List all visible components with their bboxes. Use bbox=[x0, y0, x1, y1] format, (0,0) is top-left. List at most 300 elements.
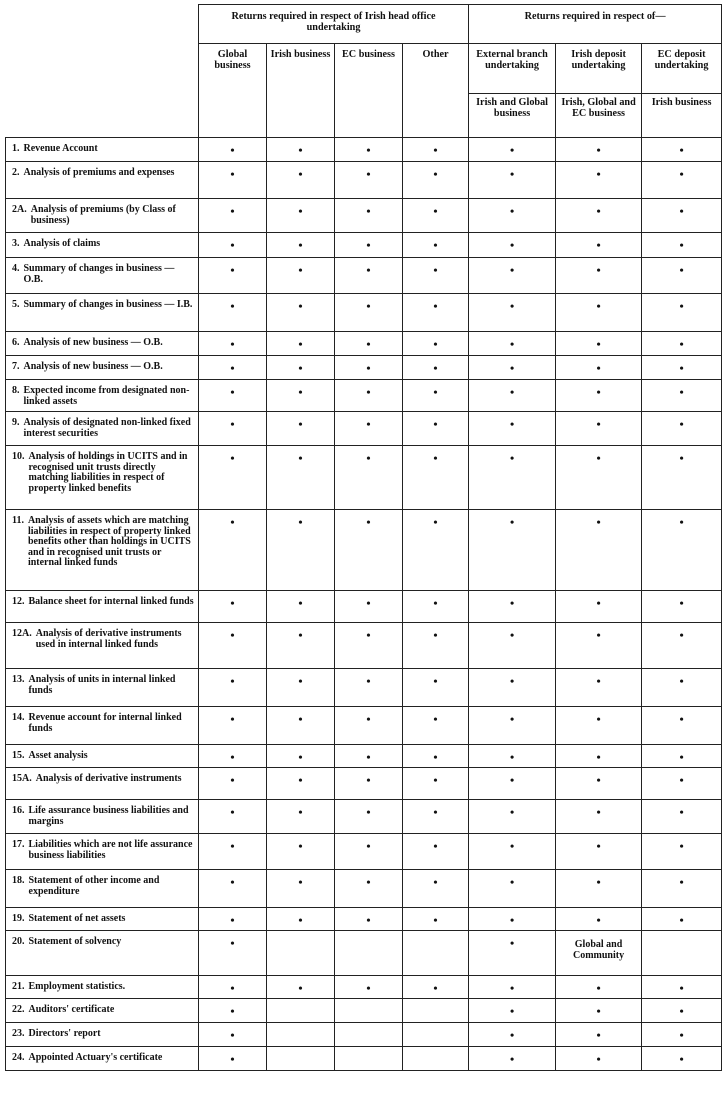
table-cell bbox=[335, 138, 403, 162]
required-mark: • bbox=[298, 167, 303, 181]
header-col-global: Global business bbox=[199, 44, 267, 138]
required-mark: • bbox=[366, 750, 371, 764]
table-cell bbox=[642, 768, 722, 800]
table-cell bbox=[556, 745, 642, 768]
required-mark: • bbox=[433, 674, 438, 688]
required-mark: • bbox=[230, 805, 235, 819]
required-mark: • bbox=[596, 167, 601, 181]
row-label bbox=[6, 908, 199, 931]
table-cell bbox=[335, 834, 403, 870]
table-cell bbox=[469, 768, 556, 800]
row-number: 2A. bbox=[12, 204, 27, 215]
table-cell bbox=[469, 870, 556, 908]
table-cell bbox=[199, 745, 267, 768]
required-mark: • bbox=[596, 299, 601, 313]
row-number: 2. bbox=[12, 167, 20, 178]
table-cell bbox=[469, 707, 556, 745]
required-mark: • bbox=[596, 674, 601, 688]
header-col-external-branch: External branch undertaking bbox=[469, 44, 556, 94]
table-cell bbox=[267, 1047, 335, 1071]
row-title: Liabilities which are not life assurance business liabilities bbox=[28, 839, 193, 861]
required-mark: • bbox=[509, 451, 515, 465]
required-mark: • bbox=[230, 1052, 235, 1066]
table-cell bbox=[403, 908, 469, 931]
row-number: 13. bbox=[12, 674, 25, 685]
table-cell bbox=[642, 412, 722, 446]
required-mark: • bbox=[433, 712, 438, 726]
header-sub-irish-deposit: Irish, Global and EC business bbox=[556, 94, 642, 138]
required-mark: • bbox=[298, 515, 303, 529]
required-mark: • bbox=[433, 337, 438, 351]
table-cell bbox=[556, 768, 642, 800]
required-mark: • bbox=[679, 417, 684, 431]
required-mark: • bbox=[679, 204, 684, 218]
table-cell bbox=[267, 745, 335, 768]
table-row bbox=[6, 768, 722, 800]
row-title: Statement of solvency bbox=[28, 936, 122, 947]
required-mark: • bbox=[679, 773, 684, 787]
row-label bbox=[6, 294, 199, 332]
table-cell bbox=[556, 1047, 642, 1071]
returns-table bbox=[5, 4, 722, 1071]
table-cell bbox=[642, 356, 722, 380]
required-mark: • bbox=[298, 875, 303, 889]
row-title: Revenue account for internal linked funds bbox=[28, 712, 182, 734]
table-row bbox=[6, 294, 722, 332]
table-row bbox=[6, 834, 722, 870]
required-mark: • bbox=[230, 750, 235, 764]
cell-note: Global and Community bbox=[572, 939, 625, 961]
row-label bbox=[6, 800, 199, 834]
required-mark: • bbox=[433, 805, 438, 819]
row-label bbox=[6, 768, 199, 800]
required-mark: • bbox=[596, 1052, 601, 1066]
row-title: Appointed Actuary's certificate bbox=[28, 1052, 163, 1063]
required-mark: • bbox=[298, 417, 303, 431]
required-mark: • bbox=[366, 628, 371, 642]
required-mark: • bbox=[366, 385, 371, 399]
required-mark: • bbox=[679, 596, 684, 610]
required-mark: • bbox=[596, 143, 601, 157]
table-row bbox=[6, 1023, 722, 1047]
table-cell bbox=[199, 138, 267, 162]
table-cell bbox=[335, 976, 403, 999]
required-mark: • bbox=[509, 238, 515, 252]
table-cell bbox=[469, 669, 556, 707]
row-number: 12. bbox=[12, 596, 25, 607]
required-mark: • bbox=[509, 263, 515, 277]
table-cell bbox=[556, 707, 642, 745]
row-label bbox=[6, 870, 199, 908]
table-cell bbox=[556, 623, 642, 669]
table-row bbox=[6, 446, 722, 510]
row-number: 23. bbox=[12, 1028, 25, 1039]
row-title: Analysis of designated non-linked fixed interest securities bbox=[23, 417, 191, 439]
required-mark: • bbox=[298, 238, 303, 252]
table-cell bbox=[335, 258, 403, 294]
row-label bbox=[6, 745, 199, 768]
required-mark: • bbox=[679, 515, 684, 529]
required-mark: • bbox=[679, 167, 684, 181]
required-mark: • bbox=[433, 417, 438, 431]
table-cell bbox=[469, 623, 556, 669]
required-mark: • bbox=[366, 773, 371, 787]
required-mark: • bbox=[509, 674, 515, 688]
table-cell bbox=[267, 332, 335, 356]
required-mark: • bbox=[366, 361, 371, 375]
table-cell bbox=[199, 258, 267, 294]
header-col-ec: EC business bbox=[335, 44, 403, 138]
required-mark: • bbox=[366, 167, 371, 181]
required-mark: • bbox=[298, 596, 303, 610]
row-number: 16. bbox=[12, 805, 25, 816]
required-mark: • bbox=[679, 913, 684, 927]
required-mark: • bbox=[230, 936, 235, 950]
required-mark: • bbox=[230, 337, 235, 351]
row-title: Analysis of assets which are matching liabilities in respect of property linked benefits other than holdings in UCITS and in recognised unit trusts or internal linked funds bbox=[27, 515, 191, 568]
required-mark: • bbox=[679, 451, 684, 465]
table-cell bbox=[469, 976, 556, 999]
required-mark: • bbox=[509, 1052, 515, 1066]
row-number: 15. bbox=[12, 750, 25, 761]
required-mark: • bbox=[366, 204, 371, 218]
required-mark: • bbox=[433, 515, 438, 529]
row-number: 9. bbox=[12, 417, 20, 428]
row-number: 22. bbox=[12, 1004, 25, 1015]
table-cell bbox=[556, 976, 642, 999]
table-cell bbox=[267, 412, 335, 446]
table-row bbox=[6, 233, 722, 258]
required-mark: • bbox=[509, 875, 515, 889]
table-row bbox=[6, 707, 722, 745]
table-cell bbox=[469, 908, 556, 931]
row-title: Analysis of claims bbox=[23, 238, 101, 249]
row-title: Revenue Account bbox=[23, 143, 98, 154]
row-label bbox=[6, 356, 199, 380]
row-number: 19. bbox=[12, 913, 25, 924]
table-cell bbox=[556, 908, 642, 931]
required-mark: • bbox=[679, 1004, 684, 1018]
table-cell bbox=[403, 707, 469, 745]
required-mark: • bbox=[298, 204, 303, 218]
row-label bbox=[6, 707, 199, 745]
table-cell bbox=[642, 669, 722, 707]
table-cell bbox=[403, 591, 469, 623]
required-mark: • bbox=[366, 515, 371, 529]
header-blank-corner bbox=[6, 5, 199, 138]
required-mark: • bbox=[596, 238, 601, 252]
row-title: Summary of changes in business — I.B. bbox=[23, 299, 193, 310]
required-mark: • bbox=[433, 451, 438, 465]
row-title: Analysis of units in internal linked funds bbox=[28, 674, 176, 696]
table-cell bbox=[469, 294, 556, 332]
table-cell bbox=[199, 1047, 267, 1071]
table-cell bbox=[403, 931, 469, 976]
row-label bbox=[6, 669, 199, 707]
row-title: Summary of changes in business — O.B. bbox=[23, 263, 175, 285]
required-mark: • bbox=[596, 417, 601, 431]
row-number: 17. bbox=[12, 839, 25, 850]
required-mark: • bbox=[679, 805, 684, 819]
required-mark: • bbox=[509, 167, 515, 181]
table-cell bbox=[335, 908, 403, 931]
required-mark: • bbox=[366, 839, 371, 853]
required-mark: • bbox=[679, 981, 684, 995]
table-cell bbox=[556, 199, 642, 233]
row-label bbox=[6, 834, 199, 870]
table-row bbox=[6, 162, 722, 199]
table-cell bbox=[335, 800, 403, 834]
table-cell bbox=[469, 258, 556, 294]
table-cell bbox=[267, 623, 335, 669]
row-number: 8. bbox=[12, 385, 20, 396]
required-mark: • bbox=[509, 596, 515, 610]
required-mark: • bbox=[679, 875, 684, 889]
table-cell bbox=[469, 332, 556, 356]
required-mark: • bbox=[433, 238, 438, 252]
required-mark: • bbox=[230, 204, 235, 218]
table-cell bbox=[556, 233, 642, 258]
required-mark: • bbox=[230, 1004, 235, 1018]
row-number: 7. bbox=[12, 361, 20, 372]
table-cell bbox=[199, 1023, 267, 1047]
table-header bbox=[6, 5, 722, 138]
table-cell bbox=[556, 412, 642, 446]
header-col-ec-deposit: EC deposit undertaking bbox=[642, 44, 722, 94]
row-number: 12A. bbox=[12, 628, 32, 639]
table-cell bbox=[199, 908, 267, 931]
required-mark: • bbox=[366, 299, 371, 313]
table-cell bbox=[403, 999, 469, 1023]
table-cell bbox=[556, 356, 642, 380]
row-label bbox=[6, 1023, 199, 1047]
table-cell bbox=[642, 446, 722, 510]
required-mark: • bbox=[433, 143, 438, 157]
row-title: Statement of net assets bbox=[28, 913, 126, 924]
table-cell bbox=[469, 800, 556, 834]
required-mark: • bbox=[298, 981, 303, 995]
required-mark: • bbox=[509, 839, 515, 853]
row-label bbox=[6, 510, 199, 591]
table-cell bbox=[403, 199, 469, 233]
table-cell bbox=[267, 258, 335, 294]
table-cell bbox=[335, 162, 403, 199]
row-number: 14. bbox=[12, 712, 25, 723]
required-mark: • bbox=[433, 299, 438, 313]
row-label bbox=[6, 999, 199, 1023]
table-cell bbox=[267, 446, 335, 510]
table-cell bbox=[556, 800, 642, 834]
required-mark: • bbox=[433, 204, 438, 218]
row-label bbox=[6, 199, 199, 233]
required-mark: • bbox=[679, 337, 684, 351]
table-cell bbox=[267, 233, 335, 258]
required-mark: • bbox=[679, 385, 684, 399]
row-label bbox=[6, 1047, 199, 1071]
required-mark: • bbox=[433, 385, 438, 399]
table-cell bbox=[469, 233, 556, 258]
row-title: Employment statistics. bbox=[28, 981, 126, 992]
required-mark: • bbox=[596, 385, 601, 399]
table-cell bbox=[556, 834, 642, 870]
required-mark: • bbox=[366, 337, 371, 351]
table-row bbox=[6, 380, 722, 412]
required-mark: • bbox=[230, 674, 235, 688]
table-cell bbox=[335, 591, 403, 623]
table-cell bbox=[335, 999, 403, 1023]
required-mark: • bbox=[230, 1028, 235, 1042]
table-cell bbox=[335, 199, 403, 233]
table-cell bbox=[642, 870, 722, 908]
table-cell bbox=[556, 258, 642, 294]
row-number: 5. bbox=[12, 299, 20, 310]
row-label bbox=[6, 380, 199, 412]
required-mark: • bbox=[298, 361, 303, 375]
header-group-head-office: Returns required in respect of Irish head office undertaking bbox=[199, 5, 469, 44]
row-title: Analysis of new business — O.B. bbox=[23, 361, 163, 372]
table-cell bbox=[403, 834, 469, 870]
required-mark: • bbox=[298, 628, 303, 642]
required-mark: • bbox=[679, 263, 684, 277]
required-mark: • bbox=[366, 875, 371, 889]
table-cell bbox=[199, 800, 267, 834]
required-mark: • bbox=[298, 773, 303, 787]
header-col-irish: Irish business bbox=[267, 44, 335, 138]
required-mark: • bbox=[596, 361, 601, 375]
table-cell bbox=[556, 1023, 642, 1047]
row-title: Life assurance business liabilities and margins bbox=[28, 805, 189, 827]
required-mark: • bbox=[230, 712, 235, 726]
table-cell bbox=[556, 138, 642, 162]
table-cell bbox=[199, 332, 267, 356]
table-cell bbox=[403, 332, 469, 356]
required-mark: • bbox=[230, 385, 235, 399]
table-cell bbox=[642, 332, 722, 356]
table-cell bbox=[403, 162, 469, 199]
table-cell bbox=[335, 707, 403, 745]
required-mark: • bbox=[596, 1004, 601, 1018]
table-cell bbox=[199, 199, 267, 233]
required-mark: • bbox=[509, 204, 515, 218]
required-mark: • bbox=[366, 143, 371, 157]
required-mark: • bbox=[366, 263, 371, 277]
required-mark: • bbox=[509, 385, 515, 399]
table-cell bbox=[642, 233, 722, 258]
table-cell bbox=[335, 745, 403, 768]
table-cell bbox=[267, 591, 335, 623]
table-cell bbox=[267, 669, 335, 707]
table-cell bbox=[403, 446, 469, 510]
row-number: 15A. bbox=[12, 773, 32, 784]
table-cell bbox=[642, 1047, 722, 1071]
table-cell bbox=[556, 294, 642, 332]
row-title: Auditors' certificate bbox=[28, 1004, 115, 1015]
table-cell bbox=[335, 1023, 403, 1047]
table-cell bbox=[199, 834, 267, 870]
required-mark: • bbox=[366, 417, 371, 431]
required-mark: • bbox=[298, 337, 303, 351]
required-mark: • bbox=[679, 839, 684, 853]
required-mark: • bbox=[366, 674, 371, 688]
required-mark: • bbox=[509, 750, 515, 764]
table-cell bbox=[267, 768, 335, 800]
required-mark: • bbox=[298, 451, 303, 465]
table-cell bbox=[556, 332, 642, 356]
required-mark: • bbox=[596, 875, 601, 889]
table-cell bbox=[267, 356, 335, 380]
required-mark: • bbox=[509, 712, 515, 726]
table-cell bbox=[469, 510, 556, 591]
required-mark: • bbox=[596, 1028, 601, 1042]
row-label bbox=[6, 258, 199, 294]
table-cell bbox=[403, 870, 469, 908]
table-cell bbox=[335, 870, 403, 908]
required-mark: • bbox=[366, 913, 371, 927]
table-cell bbox=[199, 707, 267, 745]
table-cell bbox=[403, 258, 469, 294]
table-cell bbox=[199, 510, 267, 591]
table-cell bbox=[199, 623, 267, 669]
table-cell bbox=[267, 908, 335, 931]
table-body bbox=[6, 138, 722, 1071]
table-cell bbox=[469, 138, 556, 162]
table-cell bbox=[469, 380, 556, 412]
table-row bbox=[6, 356, 722, 380]
required-mark: • bbox=[679, 361, 684, 375]
table-cell bbox=[642, 623, 722, 669]
row-number: 4. bbox=[12, 263, 20, 274]
table-cell bbox=[642, 745, 722, 768]
table-cell bbox=[267, 834, 335, 870]
table-cell bbox=[403, 1023, 469, 1047]
table-cell bbox=[199, 233, 267, 258]
required-mark: • bbox=[509, 1004, 515, 1018]
table-row bbox=[6, 999, 722, 1023]
table-cell bbox=[469, 1023, 556, 1047]
table-row bbox=[6, 669, 722, 707]
table-row bbox=[6, 1047, 722, 1071]
table-cell bbox=[469, 1047, 556, 1071]
table-cell bbox=[469, 199, 556, 233]
required-mark: • bbox=[509, 337, 515, 351]
row-title: Analysis of derivative instruments bbox=[35, 773, 182, 784]
table-cell bbox=[199, 380, 267, 412]
table-cell bbox=[335, 380, 403, 412]
table-cell bbox=[335, 332, 403, 356]
table-cell bbox=[267, 138, 335, 162]
table-cell bbox=[642, 908, 722, 931]
required-mark: • bbox=[679, 628, 684, 642]
required-mark: • bbox=[433, 628, 438, 642]
row-number: 3. bbox=[12, 238, 20, 249]
table-cell bbox=[335, 623, 403, 669]
table-cell bbox=[403, 412, 469, 446]
required-mark: • bbox=[298, 712, 303, 726]
required-mark: • bbox=[230, 451, 235, 465]
required-mark: • bbox=[230, 143, 235, 157]
table-cell bbox=[556, 999, 642, 1023]
required-mark: • bbox=[230, 515, 235, 529]
required-mark: • bbox=[509, 515, 515, 529]
required-mark: • bbox=[679, 750, 684, 764]
required-mark: • bbox=[596, 263, 601, 277]
table-cell bbox=[469, 446, 556, 510]
required-mark: • bbox=[230, 596, 235, 610]
table-cell bbox=[199, 976, 267, 999]
required-mark: • bbox=[679, 1052, 684, 1066]
required-mark: • bbox=[509, 417, 515, 431]
required-mark: • bbox=[433, 750, 438, 764]
